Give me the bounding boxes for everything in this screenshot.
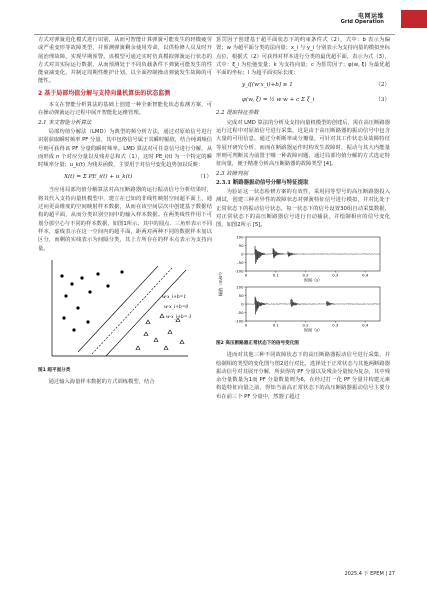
paragraph: 为验证这一状态检修方案的有效性，采用同等型号的高压断路器投入测试，创建三种差异性的故障状态对弹簧特征信号进行模拟，并对比处于正常状态下的振动信号状态，每一状态下的信号设置30组自动采集数据，对正常状态下的高压断路器信号进行自动捕获，并绘制相应的信号变化图，如图2所示 [5]。 — [216, 189, 390, 229]
y-tick-label: -100 — [234, 268, 244, 274]
section-heading: 2 基于局部均值分解与支持向量机算法的状态监测 — [38, 89, 171, 97]
subsubsection-heading: 2.3.1 断路器振动信号分解与特征提取 — [216, 179, 309, 186]
left-column — [38, 36, 212, 387]
paragraph: 惩罚因子创建基于超平面状态下的约束条件式（2），式中：b 表示为偏置；w 为超平面分类的法向量；x_i 与 y_i 分别表示为支持向量的模拟坐标点位，根据式（2）可获得对样本进行分类的最优超平面，表示为式（3），式中：ξ_i 为松弛变量；k 为支持向量；c 为惩罚因子；φ(w, ξ) 为最优超平面的坐标；l 为超平面实际长度： — [216, 37, 390, 77]
label-margin-upper: w·x_i+b=1 — [162, 294, 187, 300]
label-margin-lower: w·x_i+b=-1 — [166, 314, 192, 320]
class-a-points — [60, 270, 123, 331]
y-tick-label: -100 — [234, 318, 244, 324]
header-rule — [34, 34, 395, 35]
margin-line-lower — [106, 270, 189, 356]
subsection-heading: 2.2 提取特征参数 — [216, 110, 259, 117]
equation-number: （2） — [375, 82, 390, 89]
x-axis-label: 时间（s） — [303, 327, 323, 333]
equation-number: （1） — [197, 174, 212, 181]
x-tick-label: 0 — [244, 272, 248, 278]
figure-2 — [216, 233, 390, 338]
equation-3 — [216, 94, 390, 107]
y-tick-label: 0 — [241, 301, 244, 307]
vibration-signal-chart — [216, 233, 390, 335]
paragraph: 方式对弹簧进化模式进行识别，从而可智能计算弹簧可能发生的轻微疲劳或严重变形等故障类型，并预测弹簧剩余使用寿命，以供检修人员及时开展治理故障，实现早期预警。该模型可通过实时仿真模拟弹簧运行状态的方式对其实际运行数据，从而预测处于不同负载条件下弹簧可能发生的性能衰减变化，并制定周期性维护计划，以全面控制操动弹簧发生故障的可能性。 — [38, 37, 212, 85]
page-footer: 2025.4 下 EPEM | 27 — [344, 571, 395, 577]
section-color-tab — [401, 10, 427, 28]
waveform-series — [246, 246, 380, 264]
label-hyperplane: w·x_i+b=0 — [164, 304, 189, 310]
section-title: 电网运维 — [357, 13, 384, 20]
margin-line-upper — [78, 266, 158, 352]
equation-number: （3） — [375, 97, 390, 104]
paragraph: 进而对其他三种不同故障状态下的高压断路器振动信号进行采集，并绘制相的类型的变化图与图2进行对比，选择处于正常状态与其他两断路器振动信号对其展开分解，所获得的 PF 分量以及残余分量较为复杂，其中残余分量数量为1而 PF 分量数量则为6，在经过打一化 PF 分量并构建元素构造特征向量之前，得知当前高正常状态下的高压断路器振动信号主要分布在前三个 PF 分量中，然器了超过 — [216, 352, 390, 400]
section-title-en: Grid Operation — [340, 19, 384, 25]
x-tick-label: 0.2 — [302, 272, 309, 278]
y-tick-label: 100 — [236, 234, 244, 240]
paragraph: 通过输入海量样本数据的方式训练模型，结合 — [48, 379, 155, 386]
x-tick-label: 0.1 — [272, 272, 279, 278]
y-tick-label: 50 — [238, 242, 244, 248]
y-tick-label: -50 — [237, 259, 244, 265]
x-tick-label: 0.4 — [362, 322, 369, 328]
paragraph: 当应用局部均值分解算法对高压断路器的运行振动信号分析结果时，将其代入支持向量机模型中，建立在已知的非线性映射空间超平面上，通过向更高维度的空间映射样本数据，从而在该空间层次中创建基于数据结构的超平面，从而分类识别空间中的输入样本数据。在两类线性作用下可划分那空心与不同的样本数据，如图1所示。其中的圆点、三角形表示不同样本，虚线表示在这一空间内的超平面，距两对两种不同的数据样本加以区分，而剩的实线表示为间隔分类，其上方所存在的样本点表示为支持向量。 — [38, 187, 212, 252]
equation-2 — [216, 79, 390, 92]
x-axis-label: 时间（s） — [303, 277, 323, 283]
equation-body: y_i[(w·x_i)+b] ≥ 1 — [242, 82, 293, 89]
figure-2-caption: 图2 高压断路器正常状态下的信号变化图 — [216, 340, 299, 346]
x-tick-label: 0.1 — [272, 322, 279, 328]
equation-body: X(t) = Σ PE_i(t) + u_k(t) — [64, 174, 133, 181]
x-tick-label: 0.4 — [362, 272, 369, 278]
y-tick-label: 0 — [241, 251, 244, 257]
x-tick-label: 0.2 — [302, 322, 309, 328]
hyperplane-diagram — [38, 256, 212, 362]
right-column — [216, 36, 390, 401]
y-tick-label: 50 — [238, 292, 244, 298]
y-axis-label: 幅值（m/s²） — [218, 269, 223, 296]
paragraph: 局部均值分解法（LMD）为典型的频分析方法，通过对原始信号进行识别获取瞬时频率 PF 分量，其中包络信号属于其瞬时幅值，结合纯调频信号则可获得该 PF 分量的瞬时频率。LMD 算法对可任意信号进行分解，从而形成 n 个对应分量以及残差总和式（1），这时 PE_i(t) 为一个特定的瞬时频率分量；u_k(t) 为残差函数，主要用于对信号变化趋势加以反映： — [38, 128, 212, 169]
figure-1 — [38, 256, 212, 365]
equation-1 — [38, 171, 212, 184]
x-tick-label: 0.3 — [332, 272, 339, 278]
hyperplane-line — [92, 268, 172, 354]
paragraph: 本文在智能分析算法的基础上创建一种全新智能化状态监测方案，可在操动弹簧运行过程中展开智能化运维管理。 — [38, 102, 212, 117]
y-tick-label: -50 — [237, 309, 244, 315]
subsection-heading: 2.1 本文智能分析算法 — [38, 119, 92, 126]
waveform-series — [246, 296, 380, 314]
subsection-heading: 2.3 故障判别 — [216, 170, 248, 177]
x-tick-label: 0 — [244, 322, 248, 328]
x-tick-label: 0.3 — [332, 322, 339, 328]
equation-body: φ(w, ξ) = ½ w·w + c Σ ξ_i — [242, 97, 315, 104]
paragraph: 完成对 LMD 算法的分析及支持向量机模型的创建后，需在高压断路器运行过程中对原始信号进行采集，这是由于高压断路器的振动信号中包含大量的可用信息，通过分析断率或分瓣量，可针对其工作状态及故障特征等展开研究分析，而而在断路器运作时构发生故障时，振动与其大内能量形则可判断其为前置于哪一种故障问题，通过局部均值分解的方式选定特征向量，便于精准分析高压断路器的故障类型 [4]。 — [216, 119, 390, 168]
figure-1-caption: 图1 超平面分类 — [38, 368, 71, 374]
y-tick-label: 100 — [236, 284, 244, 290]
